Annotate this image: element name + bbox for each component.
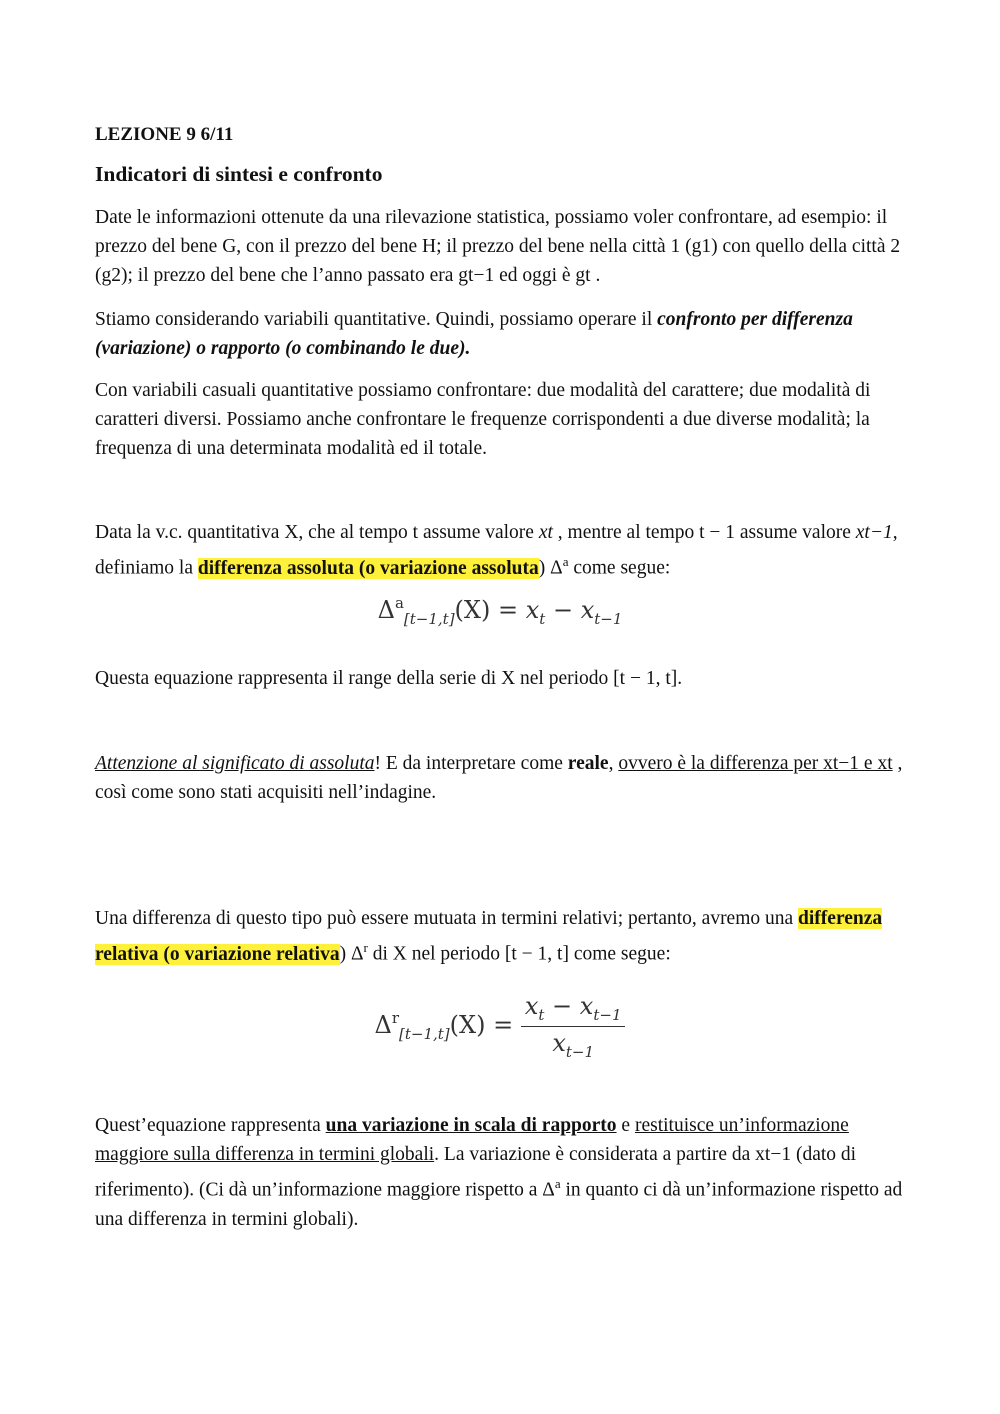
text-span: , mentre al tempo t − 1 assume valore <box>552 522 856 543</box>
formula-minus: − <box>545 596 581 624</box>
superscript: a <box>554 1176 561 1191</box>
paragraph-attention <box>95 749 905 807</box>
text-span: ) Δ <box>538 557 563 579</box>
text-span: Una differenza di questo tipo può essere mutuata in termini relativi; pertanto, avremo una <box>95 908 799 929</box>
paragraph-ratio-scale <box>95 1111 905 1234</box>
text-span: , <box>608 753 619 774</box>
formula-var: x <box>579 992 594 1020</box>
lesson-heading: LEZIONE 9 6/11 <box>95 124 234 145</box>
formula-lhs-tail: (X) = <box>449 1011 521 1039</box>
formula-var-sub: t <box>538 1006 545 1024</box>
delta-symbol: Δ <box>377 596 395 624</box>
paragraph-variables <box>95 305 905 363</box>
formula-var: x <box>552 1029 566 1057</box>
text-span: in quanto ci dà un’informazione rispetto ad una differenza in termini globali). <box>95 1179 903 1230</box>
formula-lhs-tail: (X) = <box>454 596 526 624</box>
formula-sup: a <box>394 594 404 612</box>
delta-symbol: Δ <box>374 1011 392 1039</box>
paragraph-comparisons: Con variabili casuali quantitative possiamo confrontare: due modalità del carattere; due modalità di caratteri diversi. Possiamo anche confrontare le frequenze corrispondenti a due diverse modalità; la frequenza di una determinata modalità ed il totale. <box>95 380 871 459</box>
text-span: , definiamo la <box>95 522 898 579</box>
text-span: e <box>616 1115 635 1136</box>
text-span: ! E da interpretare come <box>374 753 568 774</box>
paragraph-absolute-difference <box>95 518 905 583</box>
formula-sup: r <box>391 1009 400 1027</box>
formula-var-sub: t−1 <box>565 1043 594 1061</box>
paragraph-relative-difference <box>95 904 905 969</box>
text-span: Quest’equazione rappresenta <box>95 1115 326 1136</box>
formula-var: x <box>580 596 595 624</box>
formula-var: x <box>524 992 539 1020</box>
underlined-phrase: ovvero è la differenza per xt−1 e xt <box>618 753 893 774</box>
superscript: r <box>363 940 368 955</box>
fraction <box>521 992 626 1061</box>
bold-underlined-phrase: una variazione in scala di rapporto <box>325 1115 617 1136</box>
text-span: , così come sono stati acquisiti nell’indagine. <box>95 753 903 803</box>
formula-absolute-difference <box>95 594 905 628</box>
formula-var: x <box>525 596 540 624</box>
highlight-absolute-difference: differenza assoluta (o variazione assoluta <box>197 557 539 579</box>
text-span: di X nel periodo [t − 1, t] come segue: <box>367 943 671 965</box>
paragraph-range: Questa equazione rappresenta il range della serie di X nel periodo [t − 1, t]. <box>95 668 683 689</box>
fraction-numerator <box>521 992 626 1027</box>
attention-phrase: Attenzione al significato di assoluta <box>95 753 375 774</box>
var-xt: xt <box>538 522 553 543</box>
var-xt-1: xt−1 <box>855 522 893 543</box>
superscript: a <box>562 554 569 569</box>
highlight-relative-difference: differenza relativa (o variazione relativa <box>95 908 883 965</box>
underlined-phrase: restituisce un’informazione maggiore sulla differenza in termini globali <box>95 1115 849 1165</box>
formula-minus: − <box>544 992 580 1020</box>
formula-sub: [t−1,t] <box>399 1025 450 1043</box>
formula-var-sub: t−1 <box>594 610 623 628</box>
text-span: Data la v.c. quantitativa X, che al tempo t assume valore <box>95 522 539 543</box>
fraction-denominator <box>521 1027 626 1061</box>
formula-relative-difference <box>95 992 905 1061</box>
formula-var-sub: t−1 <box>593 1006 622 1024</box>
section-title: Indicatori di sintesi e confronto <box>95 162 383 186</box>
text-span: come segue: <box>568 557 671 579</box>
text-span: ) Δ <box>339 943 364 965</box>
formula-var-sub: t <box>539 610 546 628</box>
paragraph-intro: Date le informazioni ottenute da una rilevazione statistica, possiamo voler confrontare, ad esempio: il prezzo del bene G, con il prezzo del bene H; il prezzo del bene nella città 1 (g1) con quello della città 2 (g2); il prezzo del bene che l’anno passato era gt−1 ed oggi è gt . <box>95 207 901 286</box>
formula-sub: [t−1,t] <box>403 610 455 628</box>
text-span: Stiamo considerando variabili quantitative. Quindi, possiamo operare il <box>95 309 658 330</box>
bold-reale: reale <box>567 753 609 774</box>
emphasis-confronto: confronto per differenza (variazione) o rapporto (o combinando le due). <box>95 309 853 359</box>
text-span: . La variazione è considerata a partire da xt−1 (dato di riferimento). (Ci dà un’informazione maggiore rispetto a Δ <box>95 1144 857 1201</box>
